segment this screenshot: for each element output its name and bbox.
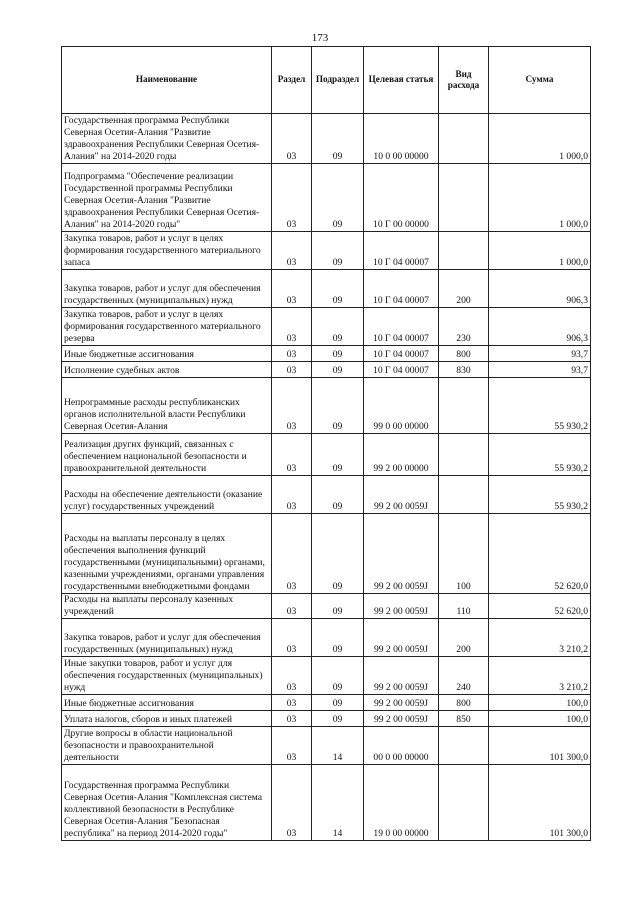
cell-name: Закупка товаров, работ и услуг в целях формирования государственного материального запаса	[62, 232, 272, 270]
cell-subsection: 14	[312, 726, 364, 764]
cell-target: 00 0 00 00000	[364, 726, 439, 764]
cell-subsection: 09	[312, 164, 364, 232]
table-row	[62, 434, 591, 476]
cell-sum: 52 620,0	[489, 594, 591, 619]
cell-target: 10 0 00 00000	[364, 114, 439, 164]
cell-sum: 93,7	[489, 362, 591, 378]
cell-subsection: 09	[312, 346, 364, 362]
cell-section: 03	[272, 378, 312, 434]
cell-type	[439, 378, 489, 434]
cell-name: Уплата налогов, сборов и иных платежей	[62, 710, 272, 726]
cell-name: Непрограммные расходы республиканских органов исполнительной власти Республики Северная Осетия-Алания	[62, 378, 272, 434]
cell-section: 03	[272, 114, 312, 164]
cell-section: 03	[272, 476, 312, 514]
header-sum: Сумма	[489, 47, 591, 114]
cell-subsection: 09	[312, 694, 364, 710]
cell-name: Исполнение судебных актов	[62, 362, 272, 378]
cell-name: Реализация других функций, связанных с обеспечением национальной безопасности и правоохранительной деятельности	[62, 434, 272, 476]
table-row	[62, 362, 591, 378]
table-row	[62, 164, 591, 232]
cell-sum: 100,0	[489, 710, 591, 726]
cell-target: 10 Г 04 00007	[364, 232, 439, 270]
cell-subsection: 09	[312, 270, 364, 308]
table-row	[62, 656, 591, 694]
cell-type: 200	[439, 618, 489, 656]
cell-sum: 906,3	[489, 270, 591, 308]
cell-section: 03	[272, 618, 312, 656]
cell-section: 03	[272, 164, 312, 232]
cell-type: 830	[439, 362, 489, 378]
table-row	[62, 514, 591, 594]
table-row	[62, 710, 591, 726]
cell-sum: 1 000,0	[489, 114, 591, 164]
cell-section: 03	[272, 726, 312, 764]
cell-name: Подпрограмма "Обеспечение реализации Государственной программы Республики Северная Осетия-Алания "Развитие здравоохранения Республики Северная Осетия-Алания" на 2014-2020 годы"	[62, 164, 272, 232]
table-row	[62, 114, 591, 164]
cell-target: 99 0 00 00000	[364, 378, 439, 434]
table-row	[62, 346, 591, 362]
cell-sum: 101 300,0	[489, 726, 591, 764]
cell-subsection: 09	[312, 378, 364, 434]
cell-type: 850	[439, 710, 489, 726]
cell-target: 99 2 00 00000	[364, 434, 439, 476]
cell-subsection: 09	[312, 618, 364, 656]
table-header-row	[62, 47, 591, 114]
cell-target: 10 Г 00 00000	[364, 164, 439, 232]
cell-subsection: 09	[312, 308, 364, 346]
cell-type: 100	[439, 514, 489, 594]
cell-section: 03	[272, 232, 312, 270]
header-type: Вид расхода	[439, 47, 489, 114]
table-row	[62, 232, 591, 270]
cell-section: 03	[272, 362, 312, 378]
cell-type: 800	[439, 346, 489, 362]
cell-section: 03	[272, 694, 312, 710]
cell-target: 99 2 00 0059J	[364, 710, 439, 726]
cell-name: Государственная программа Республики Северная Осетия-Алания "Развитие здравоохранения Республики Северная Осетия-Алания" на 2014-2020 годы	[62, 114, 272, 164]
cell-type: 800	[439, 694, 489, 710]
cell-name: Расходы на выплаты персоналу в целях обеспечения выполнения функций государственными (муниципальными) органами, казенными учреждениями, органами управления государственными внебюджетными фондами	[62, 514, 272, 594]
table-row	[62, 594, 591, 619]
table-row	[62, 618, 591, 656]
cell-type: 240	[439, 656, 489, 694]
cell-target: 10 Г 04 00007	[364, 346, 439, 362]
cell-sum: 101 300,0	[489, 764, 591, 840]
cell-section: 03	[272, 434, 312, 476]
cell-sum: 906,3	[489, 308, 591, 346]
cell-target: 99 2 00 0059J	[364, 694, 439, 710]
cell-subsection: 09	[312, 114, 364, 164]
table-row	[62, 270, 591, 308]
cell-sum: 52 620,0	[489, 514, 591, 594]
budget-table	[61, 46, 591, 841]
table-row	[62, 476, 591, 514]
cell-section: 03	[272, 514, 312, 594]
cell-name: Государственная программа Республики Северная Осетия-Алания "Комплексная система коллективной безопасности в Республике Северная Осетия-Алания "Безопасная республика" на период 2014-2020 годы"	[62, 764, 272, 840]
cell-name: Иные закупки товаров, работ и услуг для обеспечения государственных (муниципальных) нужд	[62, 656, 272, 694]
cell-name: Иные бюджетные ассигнования	[62, 694, 272, 710]
cell-type	[439, 114, 489, 164]
cell-subsection: 09	[312, 594, 364, 619]
cell-target: 99 2 00 0059J	[364, 514, 439, 594]
cell-type: 110	[439, 594, 489, 619]
cell-subsection: 09	[312, 710, 364, 726]
cell-sum: 55 930,2	[489, 434, 591, 476]
cell-type	[439, 726, 489, 764]
cell-type: 230	[439, 308, 489, 346]
header-name: Наименование	[62, 47, 272, 114]
cell-sum: 3 210,2	[489, 618, 591, 656]
cell-target: 10 Г 04 00007	[364, 362, 439, 378]
table-body	[62, 114, 591, 841]
cell-section: 03	[272, 594, 312, 619]
cell-type	[439, 164, 489, 232]
table-row	[62, 378, 591, 434]
header-target: Целевая статья	[364, 47, 439, 114]
table-row	[62, 694, 591, 710]
cell-type: 200	[439, 270, 489, 308]
cell-name: Другие вопросы в области национальной безопасности и правоохранительной деятельности	[62, 726, 272, 764]
cell-sum: 55 930,2	[489, 476, 591, 514]
cell-sum: 1 000,0	[489, 232, 591, 270]
table-row	[62, 726, 591, 764]
cell-target: 10 Г 04 00007	[364, 270, 439, 308]
cell-target: 99 2 00 0059J	[364, 476, 439, 514]
cell-section: 03	[272, 308, 312, 346]
cell-sum: 1 000,0	[489, 164, 591, 232]
cell-type	[439, 764, 489, 840]
cell-name: Расходы на обеспечение деятельности (оказание услуг) государственных учреждений	[62, 476, 272, 514]
cell-sum: 3 210,2	[489, 656, 591, 694]
cell-type	[439, 476, 489, 514]
cell-sum: 100,0	[489, 694, 591, 710]
header-section: Раздел	[272, 47, 312, 114]
cell-target: 19 0 00 00000	[364, 764, 439, 840]
table-row	[62, 764, 591, 840]
cell-name: Иные бюджетные ассигнования	[62, 346, 272, 362]
cell-name: Закупка товаров, работ и услуг в целях формирования государственного материального резерва	[62, 308, 272, 346]
cell-name: Закупка товаров, работ и услуг для обеспечения государственных (муниципальных) нужд	[62, 618, 272, 656]
cell-section: 03	[272, 710, 312, 726]
cell-subsection: 09	[312, 476, 364, 514]
table-row	[62, 308, 591, 346]
cell-sum: 93,7	[489, 346, 591, 362]
header-subsection: Подраздел	[312, 47, 364, 114]
cell-target: 99 2 00 0059J	[364, 594, 439, 619]
cell-type	[439, 434, 489, 476]
cell-name: Закупка товаров, работ и услуг для обеспечения государственных (муниципальных) нужд	[62, 270, 272, 308]
cell-subsection: 14	[312, 764, 364, 840]
cell-target: 99 2 00 0059J	[364, 656, 439, 694]
cell-name: Расходы на выплаты персоналу казенных учреждений	[62, 594, 272, 619]
cell-subsection: 09	[312, 362, 364, 378]
cell-subsection: 09	[312, 232, 364, 270]
cell-subsection: 09	[312, 656, 364, 694]
cell-subsection: 09	[312, 514, 364, 594]
cell-section: 03	[272, 764, 312, 840]
cell-section: 03	[272, 346, 312, 362]
cell-section: 03	[272, 656, 312, 694]
cell-section: 03	[272, 270, 312, 308]
cell-target: 10 Г 04 00007	[364, 308, 439, 346]
cell-subsection: 09	[312, 434, 364, 476]
cell-sum: 55 930,2	[489, 378, 591, 434]
cell-target: 99 2 00 0059J	[364, 618, 439, 656]
page-number: 173	[311, 32, 329, 44]
cell-type	[439, 232, 489, 270]
